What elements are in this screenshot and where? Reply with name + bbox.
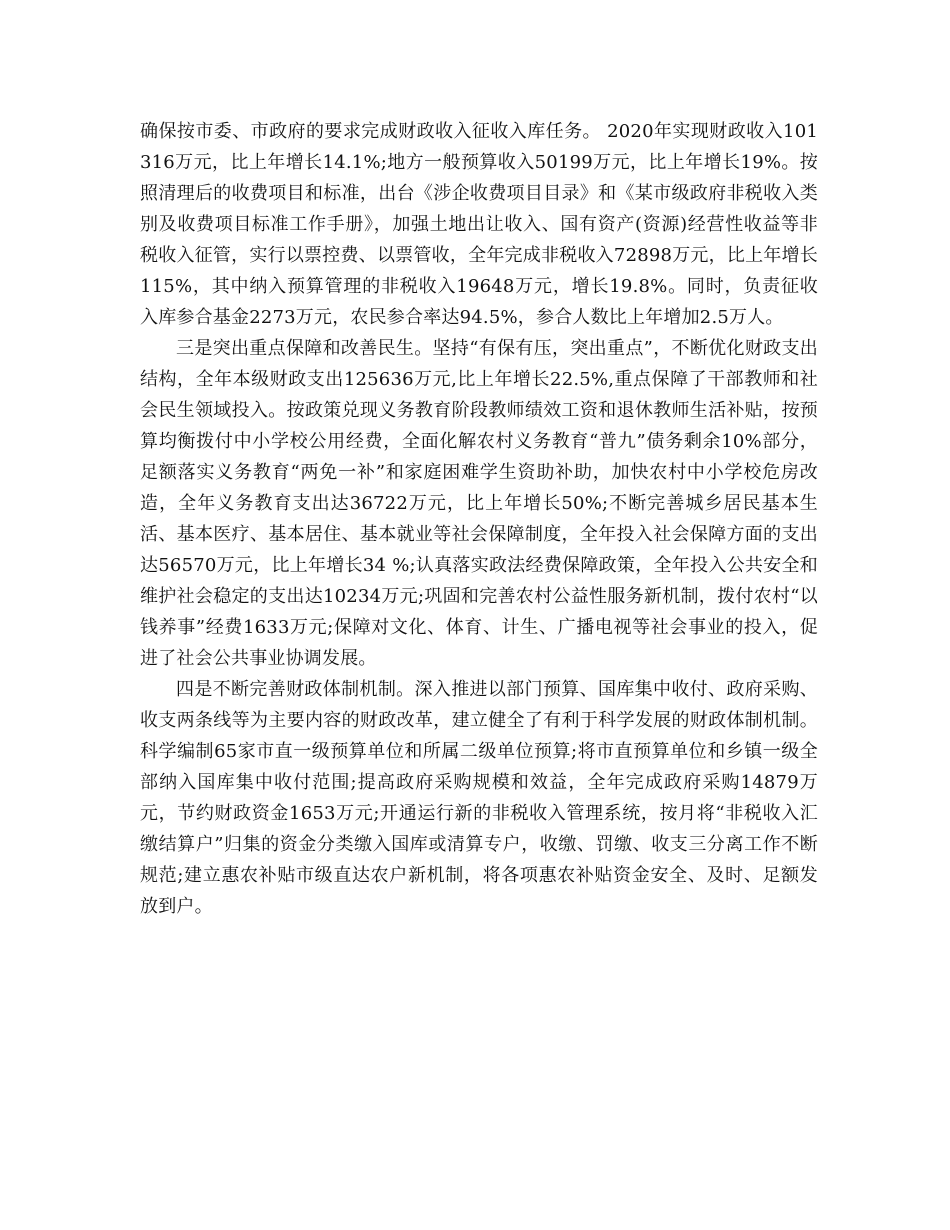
paragraph-livelihood: 三是突出重点保障和改善民生。坚持“有保有压，突出重点”，不断优化财政支出结构，全年本级财政支出125636万元,比上年增长22.5%,重点保障了干部教师和社会民生领域投入。按政策兑现义务教育阶段教师绩效工资和退休教师生活补贴，按预算均衡拨付中小学校公用经费，全面化解农村义务教育“普九”债务剩余10%部分，足额落实义务教育“两免一补”和家庭困难学生资助补助，加快农村中小学校危房改造，全年义务教育支出达36722万元，比上年增长50%;不断完善城乡居民基本生活、基本医疗、基本居住、基本就业等社会保障制度，全年投入社会保障方面的支出达56570万元，比上年增长34 %;认真落实政法经费保障政策，全年投入公共安全和维护社会稳定的支出达10234万元;巩固和完善农村公益性服务新机制，拨付农村“以钱养事”经费1633万元;保障对文化、体育、计生、广播电视等社会事业的投入，促进了社会公共事业协调发展。 (140, 338, 818, 669)
document-body (140, 116, 818, 922)
paragraph-fiscal-system: 四是不断完善财政体制机制。深入推进以部门预算、国库集中收付、政府采购、收支两条线等为主要内容的财政改革，建立健全了有利于科学发展的财政体制机制。科学编制65家市直一级预算单位和所属二级单位预算;将市直预算单位和乡镇一级全部纳入国库集中收付范围;提高政府采购规模和效益，全年完成政府采购14879万元，节约财政资金1653万元;开通运行新的非税收入管理系统，按月将“非税收入汇缴结算户”归集的资金分类缴入国库或清算专户，收缴、罚缴、收支三分离工作不断规范;建立惠农补贴市级直达农户新机制，将各项惠农补贴资金安全、及时、足额发放到户。 (140, 679, 818, 917)
paragraph-continuation: 确保按市委、市政府的要求完成财政收入征收入库任务。 2020年实现财政收入101316万元，比上年增长14.1%;地方一般预算收入50199万元，比上年增长19%。按照清理后的收费项目和标准，出台《涉企收费项目目录》和《某市级政府非税收入类别及收费项目标准工作手册》，加强土地出让收入、国有资产(资源)经营性收益等非税收入征管，实行以票控费、以票管收，全年完成非税收入72898万元，比上年增长115%，其中纳入预算管理的非税收入19648万元，增长19.8%。同时，负责征收入库参合基金2273万元，农民参合率达94.5%，参合人数比上年增加2.5万人。 (140, 121, 818, 328)
